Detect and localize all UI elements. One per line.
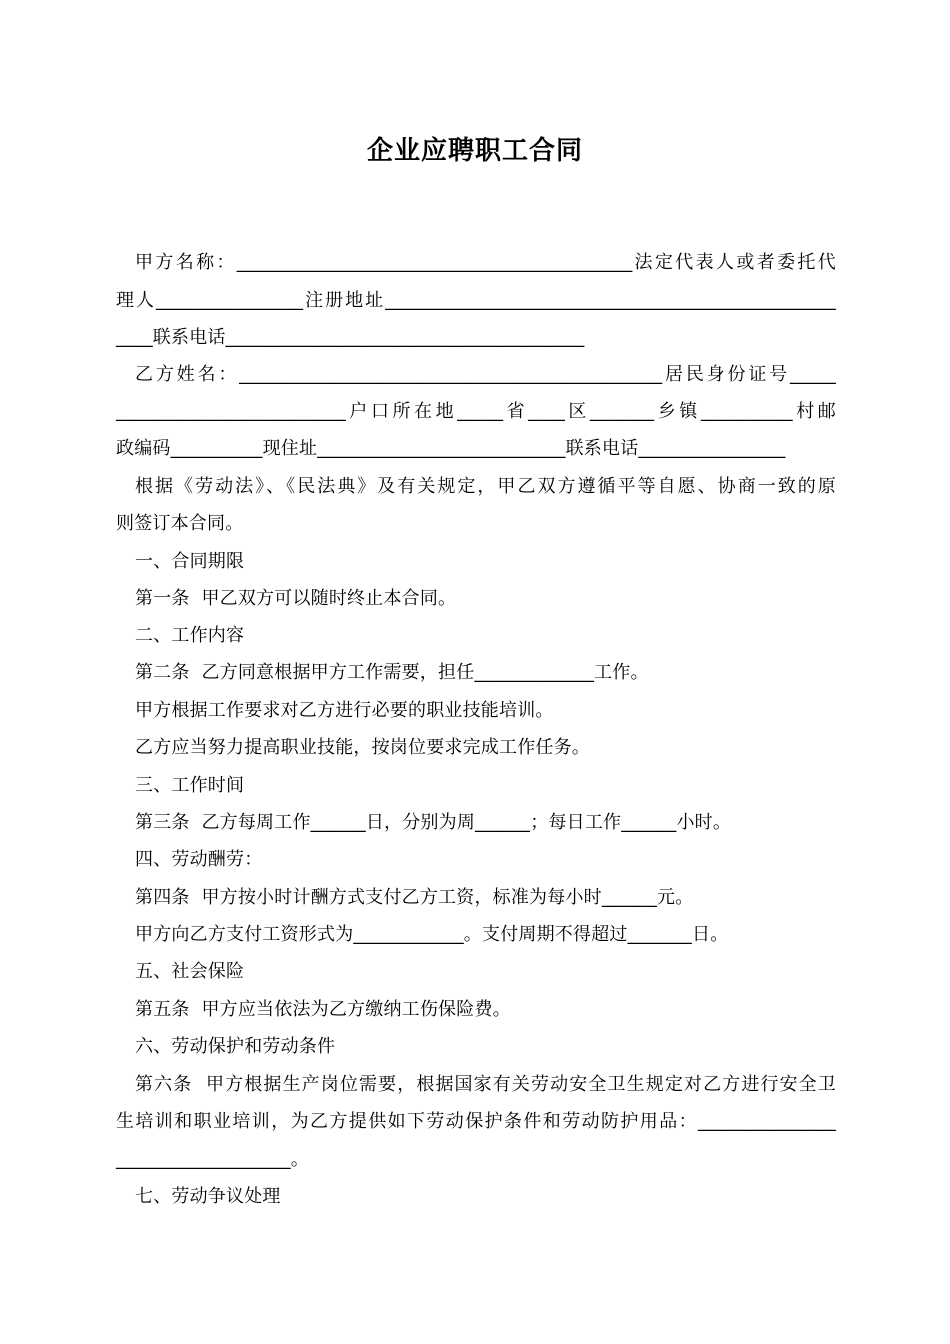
party-b-name-line: 乙方姓名：______________________________________________居民身份证号_____ xyxy=(135,364,836,385)
preamble-line-1: 根据《劳动法》、《民法典》及有关规定，甲乙双方遵循平等自愿、协商一致的原 xyxy=(135,476,836,497)
article-1: 第一条 甲乙双方可以随时终止本合同。 xyxy=(135,588,457,609)
article-6-line-2: 生培训和职业培训，为乙方提供如下劳动保护条件和劳动防护用品：_______________ xyxy=(116,1111,836,1132)
party-b-residence-line: _________________________户口所在地_____省____区_______乡镇__________村邮 xyxy=(116,401,836,422)
article-3: 第三条 乙方每周工作______日，分别为周______；每日工作______小时。 xyxy=(135,812,732,833)
article-4-payment: 甲方向乙方支付工资形式为____________。支付周期不得超过_______日。 xyxy=(135,924,729,945)
article-2-training: 甲方根据工作要求对乙方进行必要的职业技能培训。 xyxy=(135,700,554,721)
article-4: 第四条 甲方按小时计酬方式支付乙方工资，标准为每小时______元。 xyxy=(135,887,694,908)
party-a-phone-line: ____联系电话_______________________________________ xyxy=(116,327,585,348)
section-heading-work-time: 三、工作时间 xyxy=(135,775,245,796)
section-heading-remuneration: 四、劳动酬劳： xyxy=(135,849,263,870)
article-6-line-3: ___________________。 xyxy=(116,1149,309,1170)
section-heading-work-content: 二、工作内容 xyxy=(135,625,245,646)
article-6-line-1: 第六条 甲方根据生产岗位需要，根据国家有关劳动安全卫生规定对乙方进行安全卫 xyxy=(135,1074,836,1095)
party-b-address-line: 政编码__________现住址___________________________联系电话________________ xyxy=(116,438,786,459)
document-title: 企业应聘职工合同 xyxy=(366,136,583,166)
party-a-name-line: 甲方名称：___________________________________________法定代表人或者委托代 xyxy=(135,252,836,273)
section-heading-term: 一、合同期限 xyxy=(135,551,245,572)
article-2: 第二条 乙方同意根据甲方工作需要，担任_____________工作。 xyxy=(135,662,649,683)
party-a-agent-line: 理人________________注册地址_________________________________________________ xyxy=(116,290,836,311)
section-heading-dispute: 七、劳动争议处理 xyxy=(135,1186,281,1207)
section-heading-insurance: 五、社会保险 xyxy=(135,961,245,982)
section-heading-protection: 六、劳动保护和劳动条件 xyxy=(135,1036,336,1057)
article-5: 第五条 甲方应当依法为乙方缴纳工伤保险费。 xyxy=(135,999,511,1020)
preamble-line-2: 则签订本合同。 xyxy=(116,513,244,534)
article-2-duty: 乙方应当努力提高职业技能，按岗位要求完成工作任务。 xyxy=(135,737,590,758)
